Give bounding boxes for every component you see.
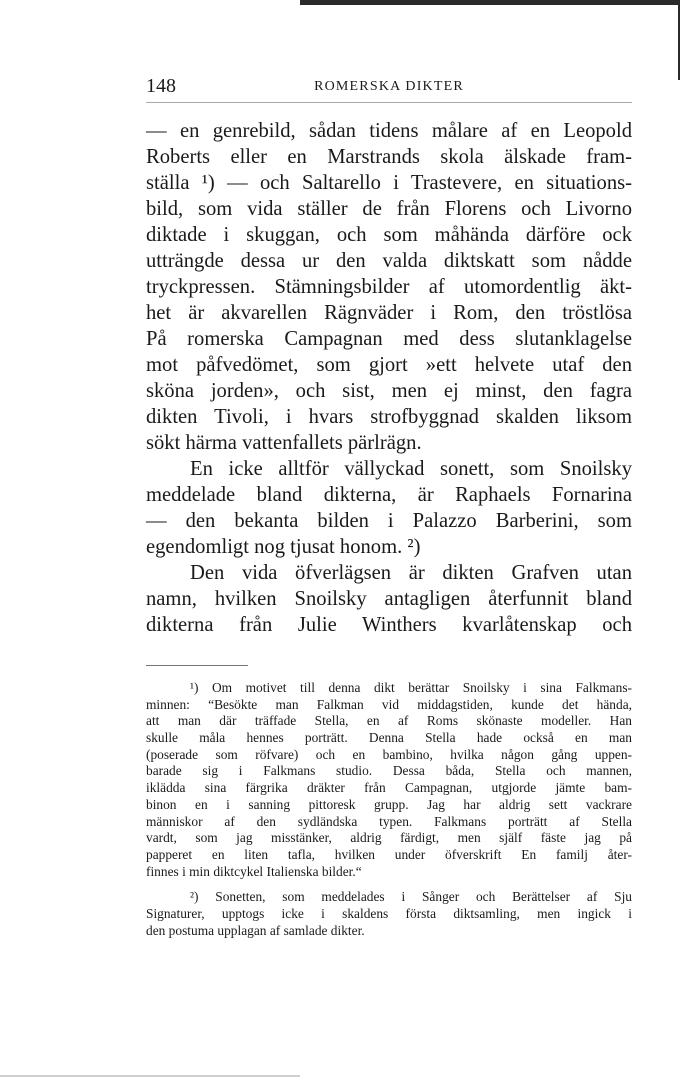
body-text bbox=[146, 118, 632, 638]
footnote-line: människor af den sydländska typen. Falkmans porträtt af Stella bbox=[146, 813, 632, 829]
text-line: bild, som vida ställer de från Florens och Livorno bbox=[146, 198, 632, 220]
footnote-line: vardt, som jag misstänker, aldrig färdigt, men själf fäste jag på bbox=[146, 830, 632, 846]
text-line: En icke alltför vällyckad sonett, som Snoilsky bbox=[190, 458, 632, 480]
running-title: ROMERSKA DIKTER bbox=[314, 79, 464, 94]
footnote-line: (poserade som röfvare) och en bambino, hvilka någon gång uppen- bbox=[146, 746, 632, 762]
text-line: sökt härma vattenfallets pärlrägn. bbox=[146, 432, 422, 454]
text-line: meddelade bland dikterna, är Raphaels Fornarina bbox=[146, 484, 632, 506]
footnote-line: att man där träffade Stella, en af Roms skönaste modeller. Han bbox=[146, 713, 632, 729]
page-header bbox=[146, 74, 632, 100]
text-line: dikterna från Julie Winthers kvarlåtenskap och bbox=[146, 614, 632, 636]
footnote-line: skulle måla hennes porträtt. Denna Stella hade också en man bbox=[146, 730, 632, 746]
text-line: sköna jorden», och sist, men ej minst, den fagra bbox=[146, 380, 632, 402]
text-line: — en genrebild, sådan tidens målare af en Leopold bbox=[146, 120, 632, 142]
page-number: 148 bbox=[146, 75, 176, 97]
footnote-line: papperet en liten tafla, hvilken under öfverskrift En familj åter- bbox=[146, 846, 632, 862]
text-line: På romerska Campagnan med dess slutanklagelse bbox=[146, 328, 632, 350]
footnotes bbox=[146, 680, 632, 939]
text-line: namn, hvilken Snoilsky antagligen återfunnit bland bbox=[146, 588, 632, 610]
footnote-line: iklädda sina färgrika dräkter från Campagnan, utgjorde jämte bam- bbox=[146, 780, 632, 796]
scan-top-edge bbox=[300, 0, 680, 5]
footnote-line: Signaturer, upptogs icke i skaldens första diktsamling, men ingick i bbox=[146, 905, 632, 921]
text-line: diktade i skuggan, och som måhända därföre ock bbox=[146, 224, 632, 246]
scan-bottom-edge bbox=[0, 1075, 300, 1077]
footnote-line: barade sig i Falkmans studio. Dessa båda, Stella och mannen, bbox=[146, 763, 632, 779]
footnote-line: den postuma upplagan af samlade dikter. bbox=[146, 922, 365, 938]
header-rule bbox=[146, 102, 632, 103]
footnote-line: binon en i sanning pittoresk grupp. Jag har aldrig sett vackrare bbox=[146, 796, 632, 812]
text-line: mot påfvedömet, som gjort »ett helvete utaf den bbox=[146, 354, 632, 376]
text-line: ställa ¹) — och Saltarello i Trastevere, en situations- bbox=[146, 172, 632, 194]
footnote-line: ¹) Om motivet till denna dikt berättar Snoilsky i sina Falkmans- bbox=[190, 680, 632, 695]
text-line: utträngde dessa ur den valda diktskatt som nådde bbox=[146, 250, 632, 272]
text-line: egendomligt nog tjusat honom. ²) bbox=[146, 536, 421, 558]
text-line: dikten Tivoli, i hvars strofbyggnad skalden liksom bbox=[146, 406, 632, 428]
footnote-line: minnen: “Besökte man Falkman vid middagstiden, kunde det hända, bbox=[146, 696, 632, 712]
footnote-separator bbox=[146, 665, 248, 666]
footnote-line: finnes i min diktcykel Italienska bilder.“ bbox=[146, 863, 362, 879]
text-line: het är akvarellen Rägnväder i Rom, den tröstlösa bbox=[146, 302, 632, 324]
text-line: — den bekanta bilden i Palazzo Barberini, som bbox=[146, 510, 632, 532]
text-line: Roberts eller en Marstrands skola älskade fram- bbox=[146, 146, 632, 168]
text-line: Den vida öfverlägsen är dikten Grafven utan bbox=[190, 562, 632, 584]
text-line: tryckpressen. Stämningsbilder af utomordentlig äkt- bbox=[146, 276, 632, 298]
footnote-line: ²) Sonetten, som meddelades i Sånger och Berättelser af Sju bbox=[190, 889, 632, 905]
footnote-gap bbox=[146, 880, 632, 889]
